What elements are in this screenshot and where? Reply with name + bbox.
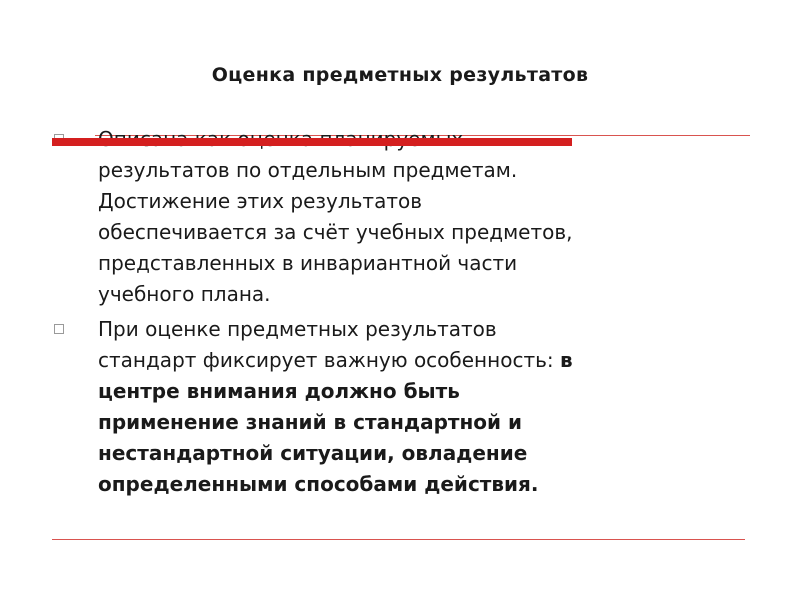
bullet-text-2-bold: в центре внимания должно быть применение знаний в стандартной и нестандартной ситуации, овладение определенными способами действия. bbox=[98, 348, 573, 496]
bullet-text-1: результатов по отдельным предметам. Достижение этих результатов обеспечивается за счёт учебных предметов, представленных в инвариантной части учебного плана. bbox=[98, 158, 573, 306]
red-accent-bar bbox=[52, 138, 572, 146]
bullet-item-1 bbox=[52, 124, 742, 310]
slide-title: Оценка предметных результатов bbox=[211, 64, 589, 86]
bullet-item-2 bbox=[52, 314, 742, 500]
bullet-text-2-plain: При оценке предметных результатов стандарт фиксирует важную особенность: bbox=[98, 317, 554, 372]
bullet-list bbox=[52, 124, 742, 504]
bottom-divider-line bbox=[52, 539, 745, 540]
square-bullet-icon bbox=[54, 324, 64, 334]
